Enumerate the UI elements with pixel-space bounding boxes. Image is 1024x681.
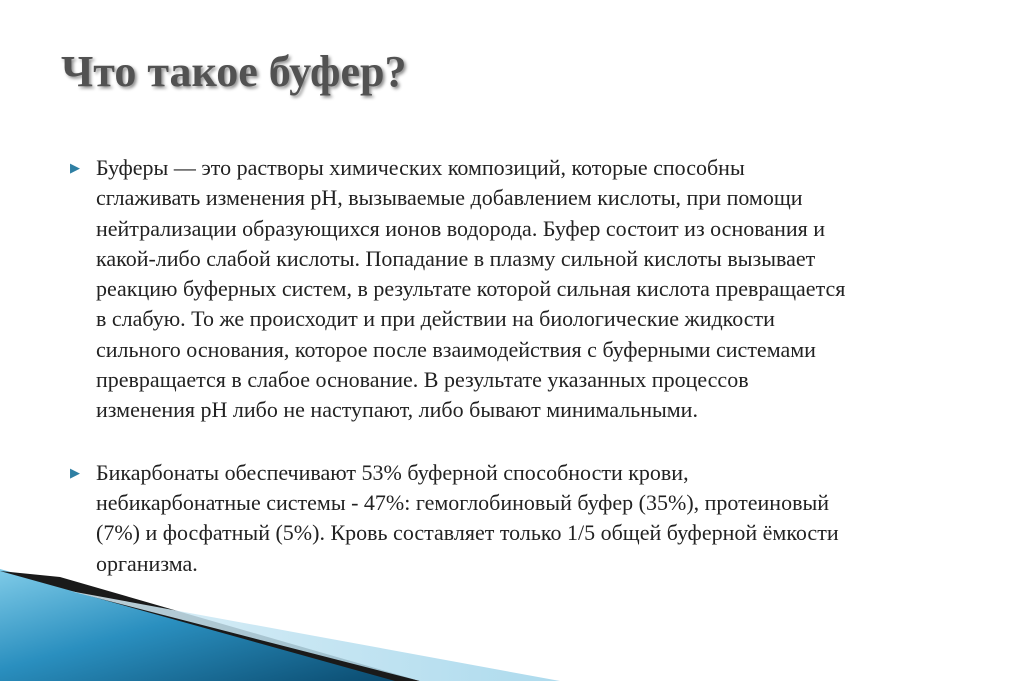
chevron-right-icon: ▶ xyxy=(70,160,80,175)
bullet-item-buffers xyxy=(68,153,968,426)
chevron-right-icon: ▶ xyxy=(70,464,80,480)
bullet-text: Буферы — это растворы химических композиций, которые способны сглаживать изменения pH, вызываемые добавлением кислоты, при помощи нейтрализации образующихся ионов водорода. Буфер состоит из основания и какой-либо слабой кислоты. Попадание в плазму сильной кислоты вызывает реакцию буферных систем, в результате которой сильная кислота превращается в слабую. То же происходит и при действии на биологические жидкости сильного основания, которое после взаимодействия с буферными системами превращается в слабое основание. В результате указанных процессов изменения pH либо не наступают, либо бывают минимальными. xyxy=(96,155,846,423)
bullet-list xyxy=(68,153,968,579)
bullet-text: Бикарбонаты обеспечивают 53% буферной способности крови, небикарбонатные системы - 47%: гемоглобиновый буфер (35%), протеиновый (7%) и фосфатный (5%). Кровь составляет только 1/5 общей буферной ёмкости организма. xyxy=(96,459,839,576)
slide-title: Что такое буфер? xyxy=(61,47,407,96)
decorative-wave xyxy=(0,561,1024,681)
